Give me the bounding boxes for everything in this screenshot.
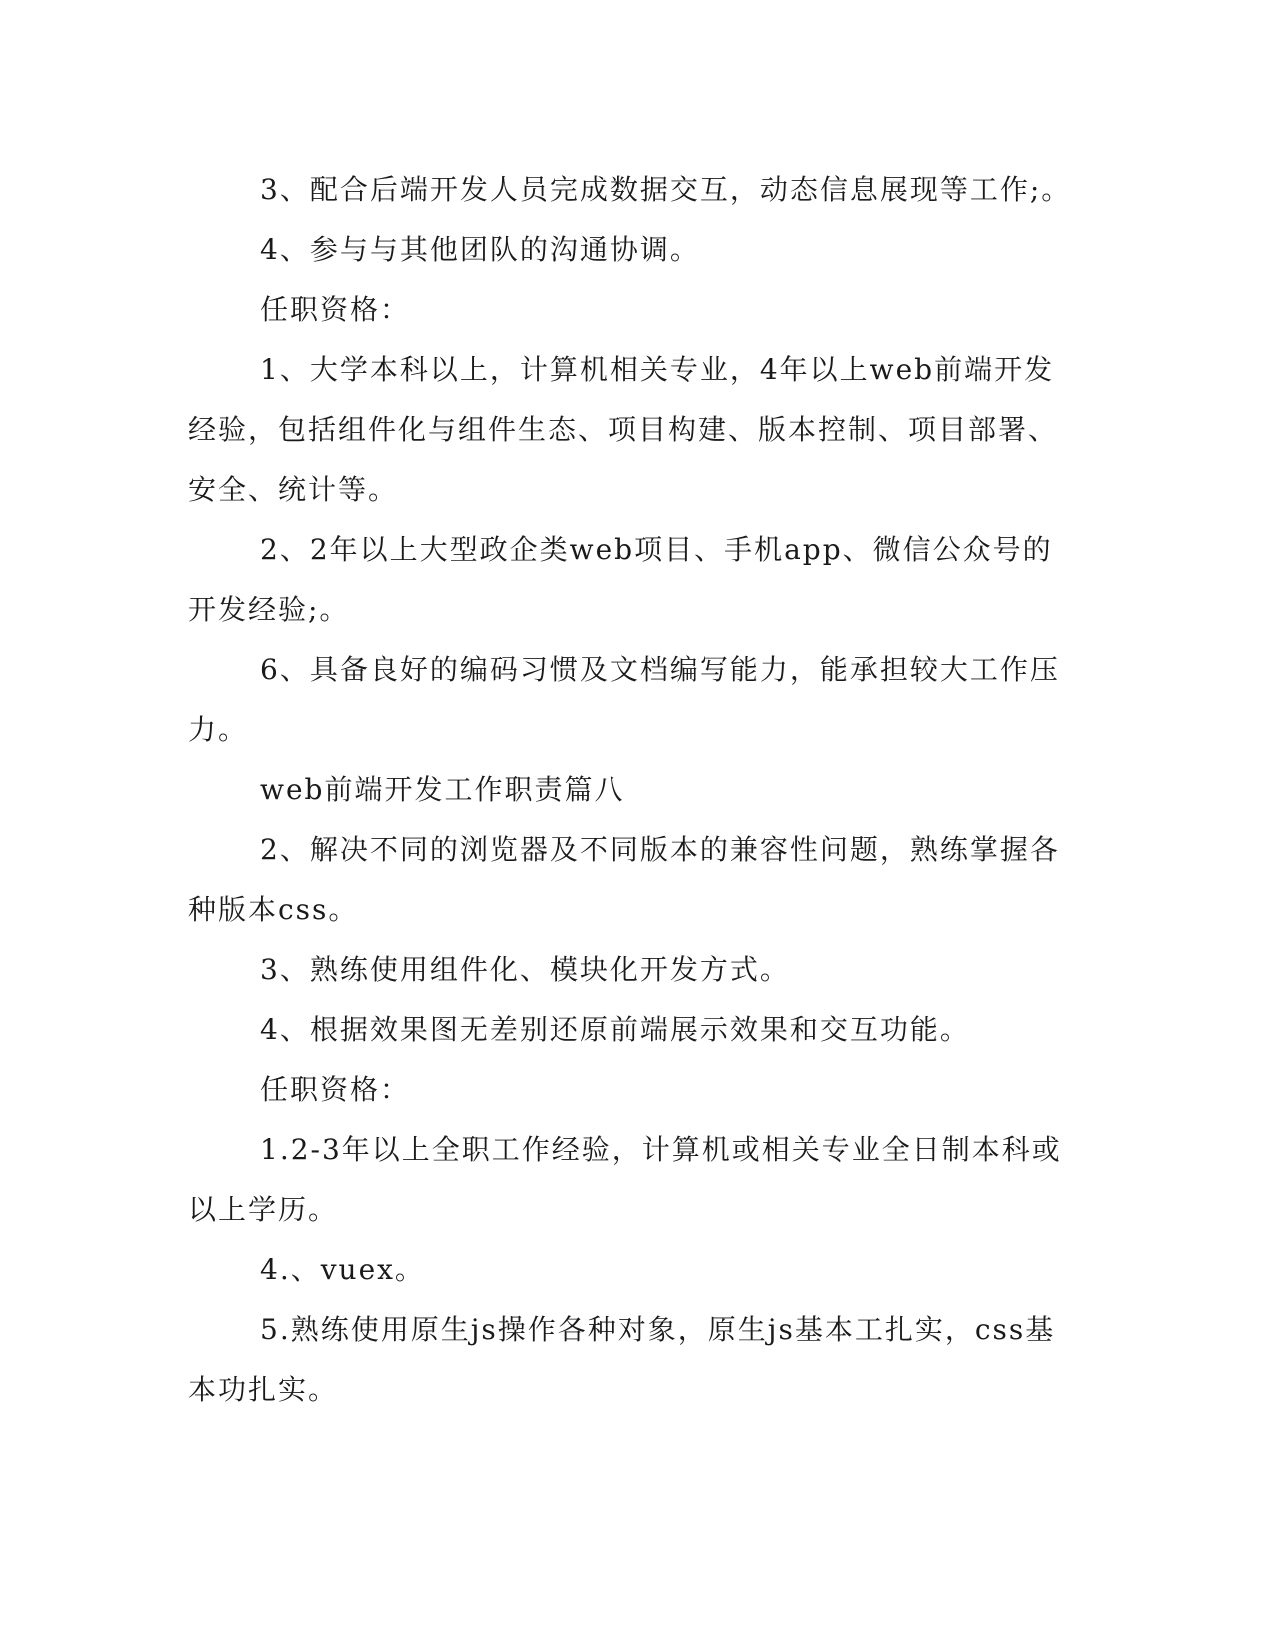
section-title: web前端开发工作职责篇八: [260, 773, 625, 806]
paragraph-qualification-2: 2、2年以上大型政企类web项目、手机app、微信公众号的开发经验;。: [188, 533, 1053, 626]
paragraph-duty-4b: 4、根据效果图无差别还原前端展示效果和交互功能。: [260, 1013, 970, 1046]
paragraph-qualification-5: 5.熟练使用原生js操作各种对象，原生js基本工扎实，css基本功扎实。: [188, 1313, 1056, 1406]
paragraph-qualification-6: 6、具备良好的编码习惯及文档编写能力，能承担较大工作压力。: [188, 653, 1060, 746]
paragraph-duty-3b: 3、熟练使用组件化、模块化开发方式。: [260, 953, 790, 986]
paragraph-duty-4: 4、参与与其他团队的沟通协调。: [260, 233, 700, 266]
paragraph-duty-3: 3、配合后端开发人员完成数据交互，动态信息展现等工作;。: [260, 173, 1072, 206]
paragraph-duty-2: 2、解决不同的浏览器及不同版本的兼容性问题，熟练掌握各种版本css。: [188, 833, 1060, 926]
document-body: [188, 160, 1078, 1420]
paragraph-qualification-1: 1、大学本科以上，计算机相关专业，4年以上web前端开发经验，包括组件化与组件生态、项目构建、版本控制、项目部署、安全、统计等。: [188, 353, 1059, 506]
paragraph-qualification-1b: 1.2-3年以上全职工作经验，计算机或相关专业全日制本科或以上学历。: [188, 1133, 1062, 1226]
section-heading-qualifications: 任职资格：: [260, 293, 411, 326]
section-heading-qualifications-2: 任职资格：: [260, 1073, 411, 1106]
paragraph-qualification-4: 4.、vuex。: [260, 1253, 425, 1286]
